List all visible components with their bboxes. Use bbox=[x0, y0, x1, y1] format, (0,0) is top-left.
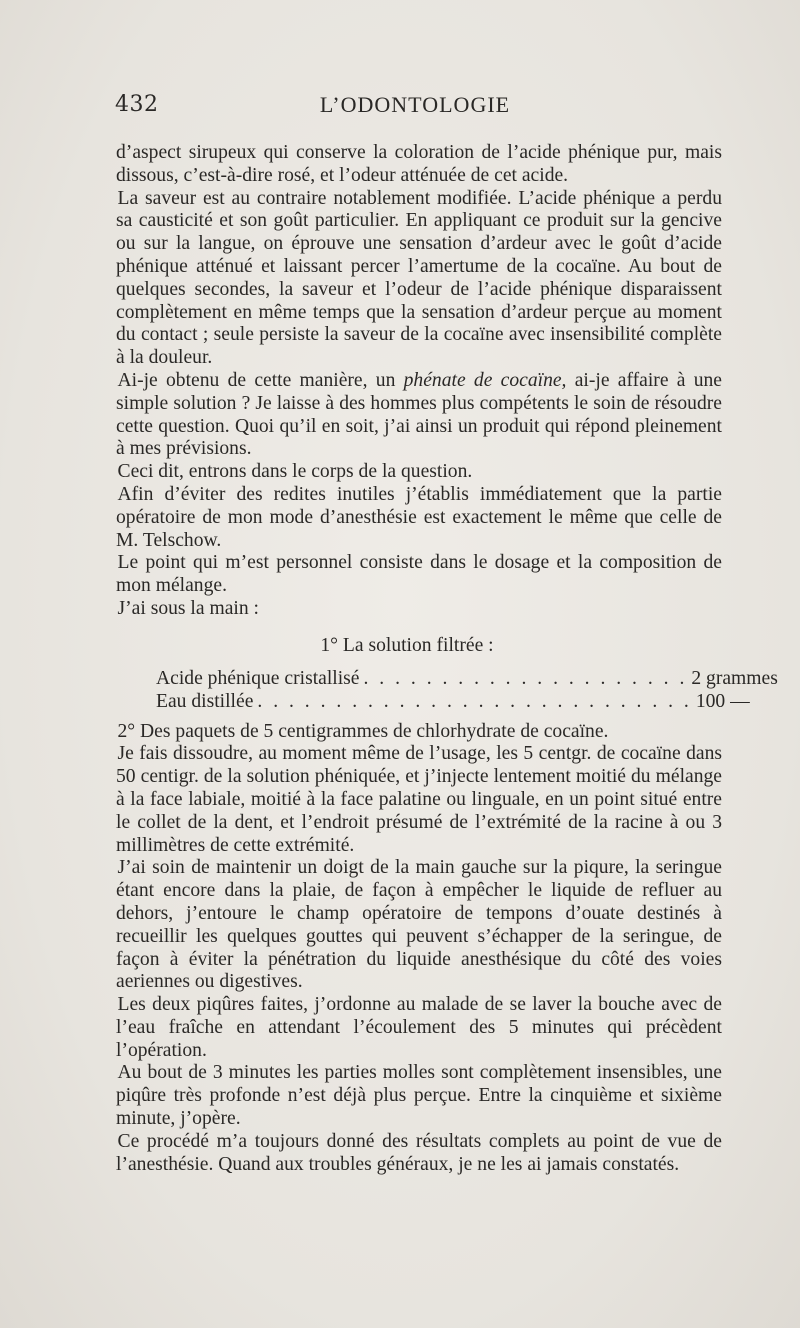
paragraph-4: Ceci dit, entrons dans le corps de la question. bbox=[117, 461, 473, 483]
leader-dots: . . . . . . . . . . . . . . . . . . . . . bbox=[363, 667, 688, 689]
paragraph-2: La saveur est au contraire notablement modifiée. L’acide phénique a perdu sa causticité et son goût particulier. En appliquant ce produit sur la gencive ou sur la langue, on éprouve une sensation d’ardeur avec le goût d’acide phénique atténué et laissant percer l’amertume de la cocaïne. Au bout de quelques secondes, la saveur et l’odeur de l’acide phénique disparaissent complètement en même temps que la sensation d’ardeur perçue au moment du contact ; seule persiste la saveur de la cocaïne avec insensibilité complète à la douleur. bbox=[116, 187, 722, 369]
body-text bbox=[116, 142, 778, 1176]
page-header bbox=[115, 92, 715, 124]
ingredient-name: Acide phénique cristallisé bbox=[156, 667, 360, 689]
paragraph-3-end: ai-je affaire à une simple solution ? Je laisse à des hommes plus compétents le soin de résoudre cette question. Quoi qu’il en soit, j’ai ainsi un produit qui répond pleinement à mes prévisions. bbox=[116, 369, 722, 460]
paragraph-13: Ce procédé m’a toujours donné des résultats complets au point de vue de l’anesthésie. Quand aux troubles généraux, je ne les ai jamais constatés. bbox=[116, 1130, 722, 1175]
paragraph-7: J’ai sous la main : bbox=[117, 597, 259, 619]
recipe-row bbox=[156, 690, 750, 714]
paragraph-9: Je fais dissoudre, au moment même de l’usage, les 5 centgr. de cocaïne dans 50 centigr. de la solution phéniquée, et j’injecte lentement moitié du mélange à la face labiale, moitié à la face palatine ou linguale, en un point situé entre le collet de la dent, et l’endroit présumé de l’extrémité de la racine à ou 3 millimètres de cette extrémité. bbox=[116, 743, 722, 856]
recipe-row bbox=[156, 667, 778, 691]
ingredient-quantity: 100 — bbox=[695, 690, 750, 712]
solution-heading: 1° La solution filtrée : bbox=[320, 634, 494, 656]
leader-dots: . . . . . . . . . . . . . . . . . . . . . . . . . . . . bbox=[257, 690, 692, 712]
paragraph-8: 2° Des paquets de 5 centigrammes de chlorhydrate de cocaïne. bbox=[117, 720, 609, 742]
ingredient-name: Eau distillée bbox=[156, 690, 254, 712]
paragraph-10: J’ai soin de maintenir un doigt de la main gauche sur la piqure, la seringue étant encore dans la plaie, de façon à empêcher le liquide de refluer au dehors, j’entoure le champ opératoire de tempons d’ouate destinés à recueillir les quelques gouttes qui peuvent s’échapper de la seringue, de façon à éviter la pénétration du liquide anesthésique du côté des voies aeriennes ou digestives. bbox=[116, 857, 722, 993]
page-number: 432 bbox=[115, 92, 159, 117]
paragraph-1: d’aspect sirupeux qui conserve la coloration de l’acide phénique pur, mais dissous, c’est-à-dire rosé, et l’odeur atténuée de cet acide. bbox=[116, 142, 722, 186]
running-head: L’ODONTOLOGIE bbox=[319, 92, 511, 117]
ingredient-quantity: 2 grammes bbox=[691, 667, 778, 689]
paragraph-11: Les deux piqûres faites, j’ordonne au malade de se laver la bouche avec de l’eau fraîche en attendant l’écoulement des 5 minutes qui précèdent l’opération. bbox=[116, 994, 722, 1061]
paragraph-3-italic: phénate de cocaïne, bbox=[403, 369, 567, 391]
paragraph-3 bbox=[116, 370, 722, 461]
paragraph-3-start: Ai-je obtenu de cette manière, un bbox=[117, 369, 404, 391]
recipe-list bbox=[156, 667, 778, 714]
paragraph-12: Au bout de 3 minutes les parties molles sont complètement insensibles, une piqûre très profonde n’est déjà plus perçue. Entre la cinquième et sixième minute, j’opère. bbox=[116, 1062, 722, 1130]
paragraph-6: Le point qui m’est personnel consiste dans le dosage et la composition de mon mélange. bbox=[116, 552, 722, 597]
paragraph-5: Afin d’éviter des redites inutiles j’établis immédiatement que la partie opératoire de mon mode d’anesthésie est exactement le même que celle de M. Telschow. bbox=[116, 483, 722, 551]
